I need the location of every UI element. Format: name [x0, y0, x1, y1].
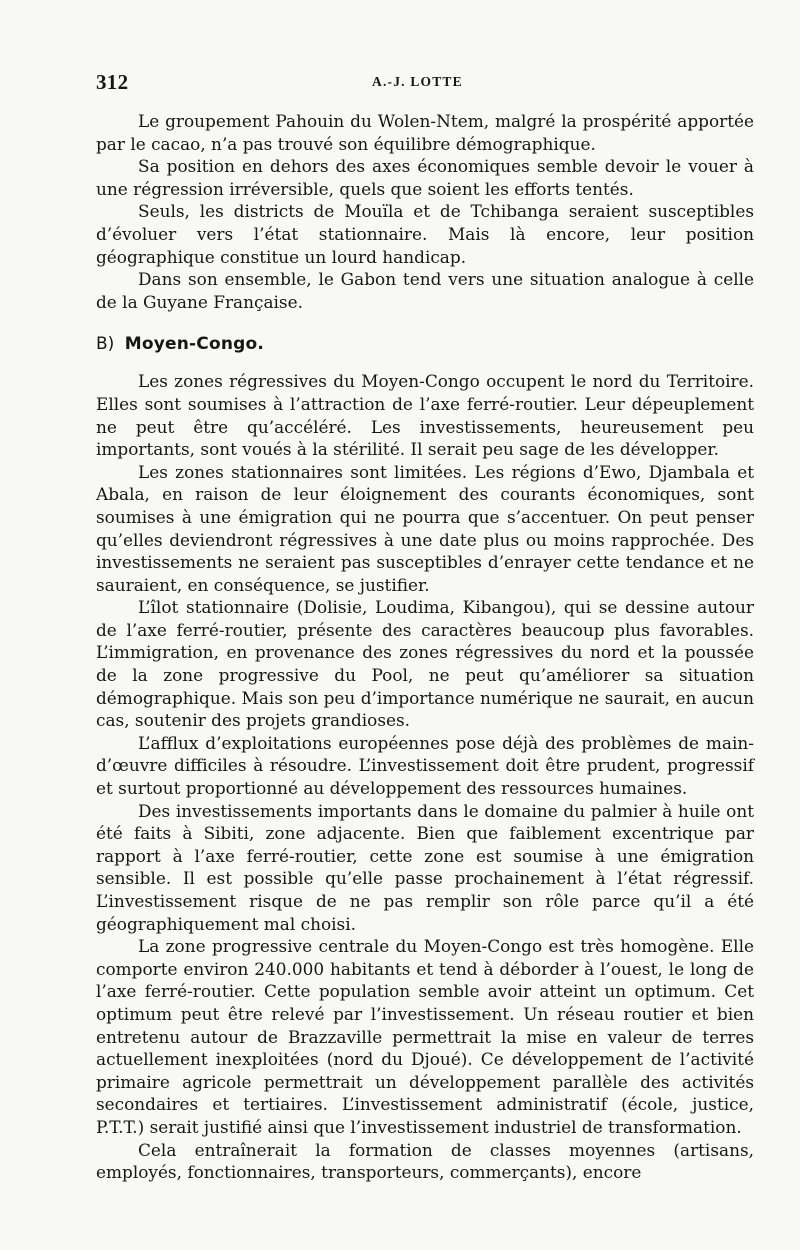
section-heading — [96, 331, 754, 357]
paragraph: Les zones stationnaires sont limitées. Les régions d’Ewo, Djambala et Abala, en raison de leur éloignement des courants économiques, sont soumises à une émigration qui ne pourra que s’accentuer. On peut penser qu’elles deviendront régressives à une date plus ou moins rapprochée. Des investissements ne seraient pas susceptibles d’enrayer cette tendance et ne sauraient, en conséquence, se justifier. — [96, 461, 754, 595]
body-text — [96, 110, 754, 1184]
paragraph: L’afflux d’exploitations européennes pose déjà des problèmes de main-d’œuvre difficiles à résoudre. L’investissement doit être prudent, progressif et surtout proportionné au développement des ressources humaines. — [96, 732, 754, 799]
paragraph: Les zones régressives du Moyen-Congo occupent le nord du Territoire. Elles sont soumises à l’attraction de l’axe ferré-routier. Leur dépeuplement ne peut être qu’accéléré. Les investissements, heureusement peu importants, sont voués à la stérilité. Il serait peu sage de les développer. — [96, 371, 754, 460]
paragraph: Sa position en dehors des axes économiques semble devoir le vouer à une régression irréversible, quels que soient les efforts tentés. — [96, 156, 754, 199]
paragraph: La zone progressive centrale du Moyen-Congo est très homogène. Elle comporte environ 240.000 habitants et tend à déborder à l’ouest, le long de l’axe ferré-routier. Cette population semble avoir atteint un optimum. Cet optimum peut être relevé par l’investissement. Un réseau routier et bien entretenu autour de Brazzaville permettrait la mise en valeur de terres actuellement inexploitées (nord du Djoué). Ce développement de l’activité primaire agricole permettrait un développement parallèle des activités secondaires et tertiaires. L’investissement administratif (école, justice, P.T.T.) serait justifié ainsi que l’investissement industriel de transformation. — [96, 936, 754, 1137]
paragraph: Seuls, les districts de Mouïla et de Tchibanga seraient susceptibles d’évoluer vers l’état stationnaire. Mais là encore, leur position géographique constitue un lourd handicap. — [96, 201, 754, 267]
paragraph: Des investissements importants dans le domaine du palmier à huile ont été faits à Sibiti, zone adjacente. Bien que faiblement excentrique par rapport à l’axe ferré-routier, cette zone est soumise à une émigration sensible. Il est possible qu’elle passe prochainement à l’état régressif. L’investissement risque de ne pas remplir son rôle parce qu’il a été géographiquement mal choisi. — [96, 800, 754, 934]
paragraph: Dans son ensemble, le Gabon tend vers une situation analogue à celle de la Guyane Française. — [96, 269, 754, 312]
page-number: 312 — [96, 70, 129, 94]
paragraph: Le groupement Pahouin du Wolen-Ntem, malgré la prospérité apportée par le cacao, n’a pas trouvé son équilibre démographique. — [96, 111, 754, 154]
section-title: Moyen-Congo. — [124, 334, 265, 355]
page-header — [96, 70, 754, 94]
paragraph: Cela entraînerait la formation de classes moyennes (artisans, employés, fonctionnaires, transporteurs, commerçants), encore — [96, 1139, 754, 1183]
paragraph: L’îlot stationnaire (Dolisie, Loudima, Kibangou), qui se dessine autour de l’axe ferré-routier, présente des caractères beaucoup plus favorables. L’immigration, en provenance des zones régressives du nord et la poussée de la zone progressive du Pool, ne peut qu’améliorer sa situation démographique. Mais son peu d’importance numérique ne saurait, en aucun cas, soutenir des projets grandioses. — [96, 597, 754, 731]
running-head: A.-J. LOTTE — [372, 74, 463, 89]
section-label: B) — [96, 334, 115, 355]
